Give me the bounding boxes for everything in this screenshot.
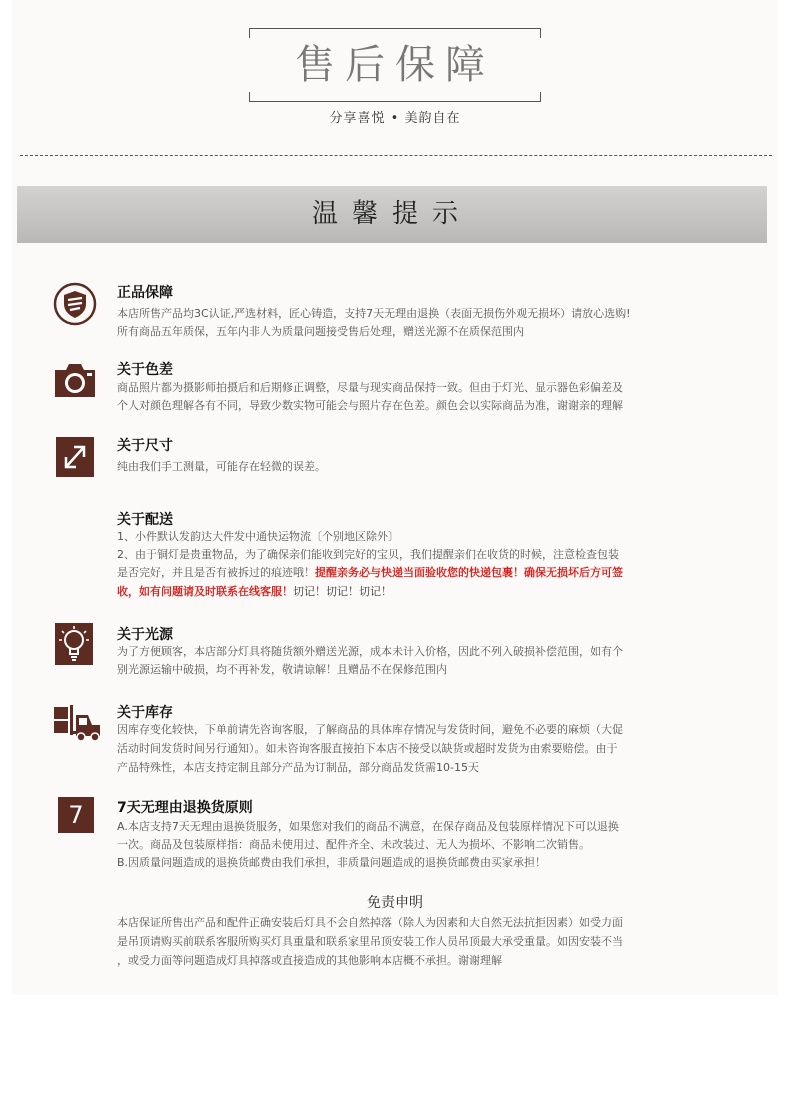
disclaimer-title: 免责申明: [367, 895, 423, 911]
page-title: 售后保障: [295, 42, 495, 88]
section-text: 因库存变化较快，下单前请先咨询客服，了解商品的具体库存情况与发货时间，避免不必要的麻烦（大促: [117, 723, 623, 736]
warning-normal: 是否完好，并且是否有被拆过的痕迹哦！: [117, 566, 315, 579]
warning-normal: 切记！切记！切记！: [293, 585, 392, 598]
seven-icon-text: 7: [68, 801, 84, 829]
lightbulb-icon: [55, 623, 93, 665]
section-text: 纯由我们手工测量，可能存在轻微的误差。: [117, 460, 326, 473]
section-title: 关于光源: [117, 627, 173, 643]
camera-icon: [53, 360, 97, 400]
section-title: 关于尺寸: [117, 438, 173, 454]
banner: [17, 186, 767, 243]
page-subtitle: 分享喜悦 • 美韵自在: [329, 111, 461, 126]
section-text: B.因质量问题造成的退换货邮费由我们承担，非质量问题造成的退换货邮费由买家承担！: [117, 856, 547, 869]
section-text: 一次。商品及包装原样指：商品未使用过、配件齐全、未改装过、无人为损坏、不影响二次销售。: [117, 838, 590, 851]
section-text: 为了方便顾客，本店部分灯具将随货额外赠送光源，成本未计入价格，因此不列入破损补偿范围，如有个: [117, 645, 623, 658]
section-text-warning: [117, 564, 623, 582]
frame-bottom: [249, 92, 541, 102]
section-text: 商品照片都为摄影师拍摄后和后期修正调整，尽量与现实商品保持一致。但由于灯光、显示器色彩偏差及: [117, 381, 623, 394]
shield-icon: [53, 282, 97, 326]
resize-arrow-icon: [56, 437, 94, 477]
warning-red: 收，如有问题请及时联系在线客服！: [117, 585, 293, 598]
section-text: 产品特殊性，本店支持定制且部分产品为订制品，部分商品发货需10-15天: [117, 761, 479, 774]
section-text: A.本店支持7天无理由退换货服务，如果您对我们的商品不满意，在保存商品及包装原样情况下可以退换: [117, 820, 619, 833]
section-text-warning: [117, 583, 392, 601]
section-text: 2、由于铜灯是贵重物品，为了确保亲们能收到完好的宝贝，我们提醒亲们在收货的时候，注意检查包装: [117, 548, 619, 561]
section-title: 关于色差: [117, 362, 173, 378]
dashed-divider: [20, 155, 772, 156]
section-text: 本店保证所售出产品和配件正确安装后灯具不会自然掉落（除人为因素和大自然无法抗拒因素）如受力面: [117, 916, 623, 929]
section-text: 个人对颜色理解各有不同，导致少数实物可能会与照片存在色差。颜色会以实际商品为准，谢谢亲的理解: [117, 399, 623, 412]
section-text: 是吊顶请购买前联系客服所购买灯具重量和联系家里吊顶安装工作人员吊顶最大承受重量。如因安装不当: [117, 935, 623, 948]
section-text: ，或受力面等问题造成灯具掉落或直接造成的其他影响本店概不承担。谢谢理解: [117, 954, 502, 967]
section-text: 所有商品五年质保，五年内非人为质量问题接受售后处理，赠送光源不在质保范围内: [117, 325, 524, 338]
section-text: 活动时间发货时间另行通知）。如未咨询客服直接拍下本店不接受以缺货或超时发货为由索要赔偿。由于: [117, 742, 618, 755]
section-title: 7天无理由退换货原则: [117, 800, 253, 816]
section-text: 1、小件默认发韵达大件发中通快运物流〔个别地区除外〕: [117, 530, 399, 543]
section-title: 关于配送: [117, 512, 173, 528]
warning-red: 提醒亲务必与快递当面验收您的快递包裹！确保无损坏后方可签: [315, 566, 623, 579]
banner-title: 温馨提示: [311, 199, 472, 229]
header-frame: [249, 28, 541, 102]
section-text: 别光源运输中破损，均不再补发，敬请谅解！且赠品不在保修范围内: [117, 663, 447, 676]
frame-top: [249, 28, 541, 38]
section-title: 正品保障: [117, 285, 173, 301]
section-title: 关于库存: [117, 705, 173, 721]
forklift-icon: [52, 703, 102, 743]
seven-icon: [58, 797, 94, 833]
section-text: 本店所售产品均3C认证,严选材料，匠心铸造，支持7天无理由退换（表面无损伤外观无损坏）请放心选购!: [117, 307, 631, 320]
